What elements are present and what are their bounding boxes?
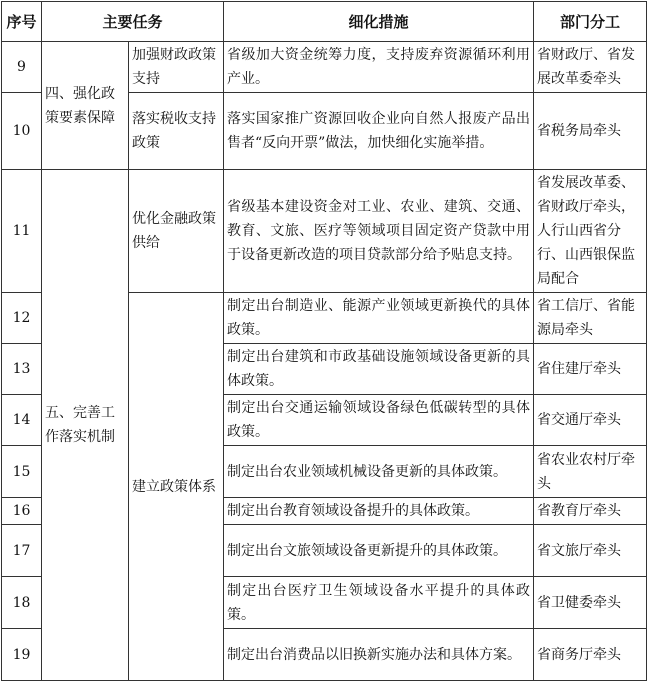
dept-cell: 省教育厅牵头 [534,498,647,525]
row-seq: 13 [2,344,42,395]
dept-cell: 省住建厅牵头 [534,344,647,395]
table-row [2,42,647,93]
dept-cell: 省文旅厅牵头 [534,525,647,577]
task-table [1,1,647,681]
row-seq: 9 [2,42,42,93]
measure-cell: 落实国家推广资源回收企业向自然人报废产品出售者“反向开票”做法，加快细化实施举措。 [224,93,534,170]
measure-cell: 制定出台文旅领域设备更新提升的具体政策。 [224,525,534,577]
row-seq: 14 [2,395,42,446]
dept-cell: 省卫健委牵头 [534,577,647,629]
row-seq: 15 [2,446,42,498]
measure-cell: 制定出台教育领域设备提升的具体政策。 [224,498,534,525]
row-seq: 19 [2,629,42,681]
row-seq: 17 [2,525,42,577]
header-row [2,2,647,42]
header-measure: 细化措施 [224,2,534,42]
measure-cell: 制定出台建筑和市政基础设施领域设备更新的具体政策。 [224,344,534,395]
measure-cell: 制定出台农业领域机械设备更新的具体政策。 [224,446,534,498]
dept-cell: 省农业农村厅牵头 [534,446,647,498]
dept-cell: 省发展改革委、省财政厅牵头，人行山西省分行、山西银保监局配合 [534,170,647,293]
dept-cell: 省商务厅牵头 [534,629,647,681]
row-seq: 18 [2,577,42,629]
subtask-cell: 落实税收支持政策 [129,93,224,170]
measure-cell: 制定出台交通运输领域设备绿色低碳转型的具体政策。 [224,395,534,446]
measure-cell: 制定出台制造业、能源产业领域更新换代的具体政策。 [224,293,534,344]
dept-cell: 省工信厅、省能源局牵头 [534,293,647,344]
header-dept: 部门分工 [534,2,647,42]
subtask-cell: 优化金融政策供给 [129,170,224,293]
dept-cell: 省财政厅、省发展改革委牵头 [534,42,647,93]
category-cell: 五、完善工作落实机制 [42,170,129,681]
measure-cell: 省级基本建设资金对工业、农业、建筑、交通、教育、文旅、医疗等领域项目固定资产贷款中用于设备更新改造的项目贷款部分给予贴息支持。 [224,170,534,293]
table-row [2,170,647,293]
row-seq: 16 [2,498,42,525]
row-seq: 10 [2,93,42,170]
header-seq: 序号 [2,2,42,42]
dept-cell: 省税务局牵头 [534,93,647,170]
category-cell: 四、强化政策要素保障 [42,42,129,170]
subtask-cell: 建立政策体系 [129,293,224,681]
subtask-cell: 加强财政政策支持 [129,42,224,93]
measure-cell: 制定出台消费品以旧换新实施办法和具体方案。 [224,629,534,681]
measure-cell: 制定出台医疗卫生领域设备水平提升的具体政策。 [224,577,534,629]
row-seq: 12 [2,293,42,344]
measure-cell: 省级加大资金统筹力度，支持废弃资源循环利用产业。 [224,42,534,93]
row-seq: 11 [2,170,42,293]
dept-cell: 省交通厅牵头 [534,395,647,446]
header-task: 主要任务 [42,2,224,42]
